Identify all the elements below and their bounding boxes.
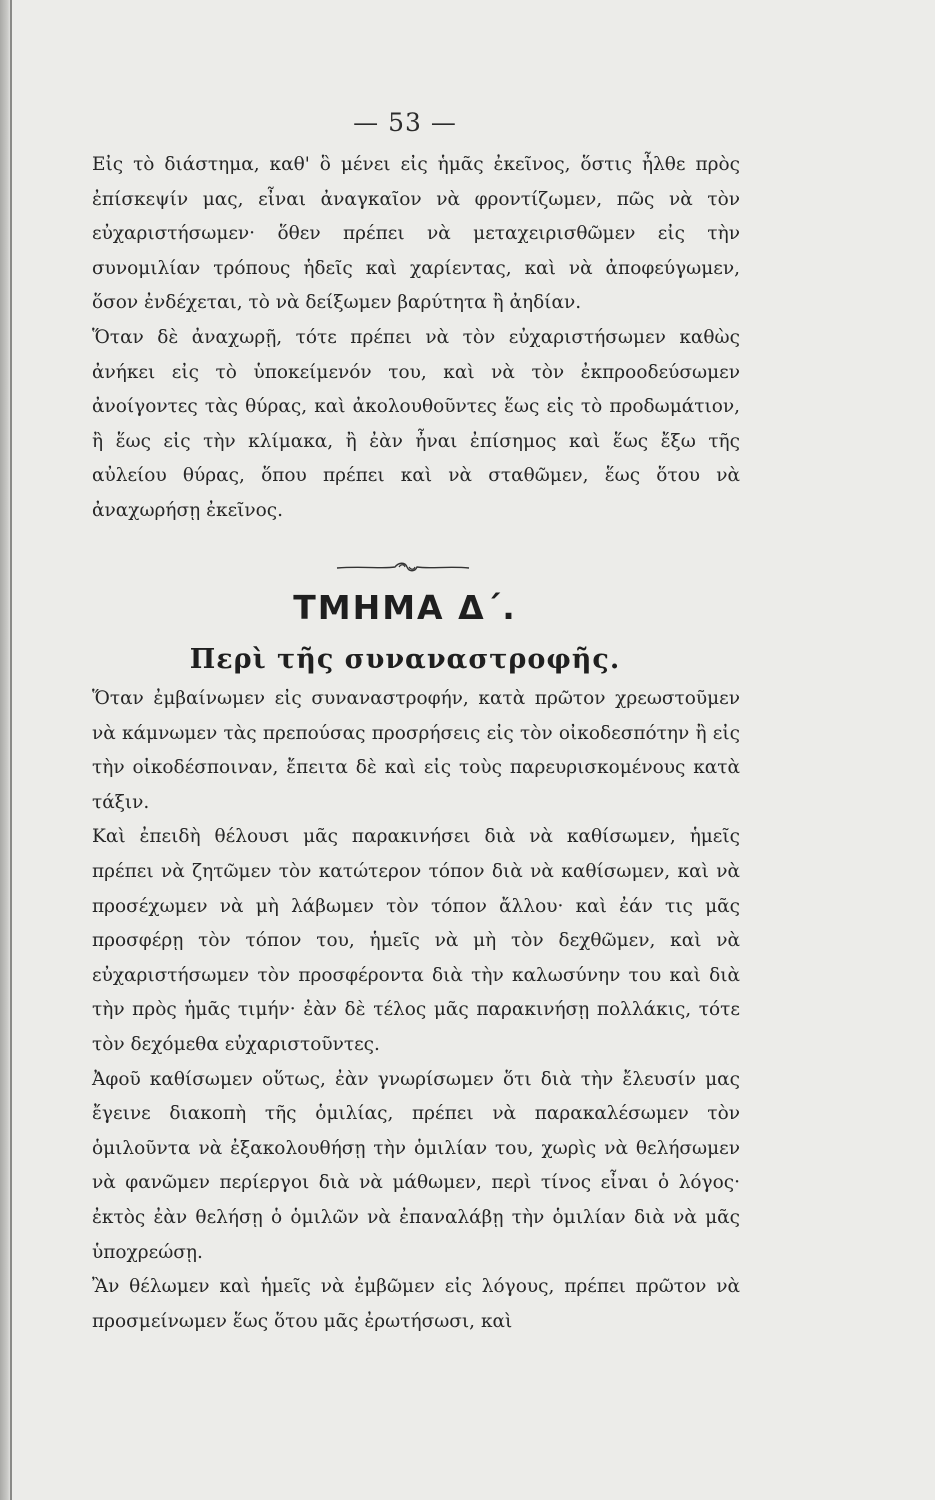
ornament-divider-icon — [333, 556, 473, 578]
paragraph: Ὅταν δὲ ἀναχωρῇ, τότε πρέπει νὰ τὸν εὐχαριστήσωμεν καθὼς ἀνήκει εἰς τὸ ὑποκείμενόν του, καὶ νὰ τὸν ἐκπροοδεύσωμεν ἀνοίγοντες τὰς θύρας, καὶ ἀκολουθοῦντες ἕως εἰς τὸ προδωμάτιον, ἢ ἕως εἰς τὴν κλίμακα, ἢ ἐὰν ἦναι ἐπίσημος καὶ ἕως ἔξω τῆς αὐλείου θύρας, ὅπου πρέπει καὶ νὰ σταθῶμεν, ἕως ὅτου νὰ ἀναχωρήσῃ ἐκεῖνος. — [92, 326, 740, 521]
paragraph: Εἰς τὸ διάστημα, καθ' ὃ μένει εἰς ἡμᾶς ἐκεῖνος, ὅστις ἦλθε πρὸς ἐπίσκεψίν μας, εἶναι ἀναγκαῖον νὰ φροντίζωμεν, πῶς νὰ τὸν εὐχαριστήσωμεν· ὅθεν πρέπει νὰ μεταχειρισθῶμεν εἰς τὴν συνομιλίαν τρόπους ἡδεῖς καὶ χαρίεντας, καὶ νὰ ἀποφεύγωμεν, ὅσον ἐνδέχεται, τὸ νὰ δείξωμεν βαρύτητα ἢ ἀηδίαν. — [92, 154, 740, 314]
paragraph: Καὶ ἐπειδὴ θέλουσι μᾶς παρακινήσει διὰ νὰ καθίσωμεν, ἡμεῖς πρέπει νὰ ζητῶμεν τὸν κατώτερον τόπον διὰ νὰ καθίσωμεν, καὶ νὰ προσέχωμεν νὰ μὴ λάβωμεν τὸν τόπον ἄλλου· καὶ ἐάν τις μᾶς προσφέρῃ τὸν τόπον του, ἡμεῖς νὰ μὴ τὸν δεχθῶμεν, καὶ νὰ εὐχαριστήσωμεν τὸν προσφέροντα διὰ τὴν καλωσύνην του καὶ διὰ τὴν πρὸς ἡμᾶς τιμήν· ἐὰν δὲ τέλος μᾶς παρακινήσῃ πολλάκις, τότε τὸν δεχόμεθα εὐχαριστοῦντες. — [92, 826, 740, 1055]
section-subtitle: Περὶ τῆς συναναστροφῆς. — [189, 644, 621, 675]
gutter-line — [10, 0, 12, 1500]
paragraph: Ἂν θέλωμεν καὶ ἡμεῖς νὰ ἐμβῶμεν εἰς λόγους, πρέπει πρῶτον νὰ προσμείνωμεν ἕως ὅτου μᾶς ἐρωτήσωσι, καὶ — [92, 1276, 740, 1332]
page-number: — 53 — — [353, 108, 457, 137]
paragraph: Ἀφοῦ καθίσωμεν οὕτως, ἐὰν γνωρίσωμεν ὅτι διὰ τὴν ἔλευσίν μας ἔγεινε διακοπὴ τῆς ὁμιλίας, πρέπει νὰ παρακαλέσωμεν τὸν ὁμιλοῦντα νὰ ἐξακολουθήσῃ τὴν ὁμιλίαν του, χωρὶς νὰ θελήσωμεν νὰ φανῶμεν περίεργοι διὰ νὰ μάθωμεν, περὶ τίνος εἶναι ὁ λόγος· ἐκτὸς ἐὰν θελήσῃ ὁ ὁμιλῶν νὰ ἐπαναλάβῃ τὴν ὁμιλίαν διὰ νὰ μᾶς ὑποχρεώσῃ. — [92, 1068, 740, 1263]
text-block-bottom — [92, 682, 740, 1339]
text-block-top — [92, 148, 740, 529]
section-title: ΤΜΗΜΑ Δ΄. — [293, 588, 517, 627]
paragraph: Ὅταν ἐμβαίνωμεν εἰς συναναστροφήν, κατὰ πρῶτον χρεωστοῦμεν νὰ κάμνωμεν τὰς πρεπούσας προσρήσεις εἰς τὸν οἰκοδεσπότην ἢ εἰς τὴν οἰκοδέσποιναν, ἔπειτα δὲ καὶ εἰς τοὺς παρευρισκομένους κατὰ τάξιν. — [92, 688, 740, 813]
